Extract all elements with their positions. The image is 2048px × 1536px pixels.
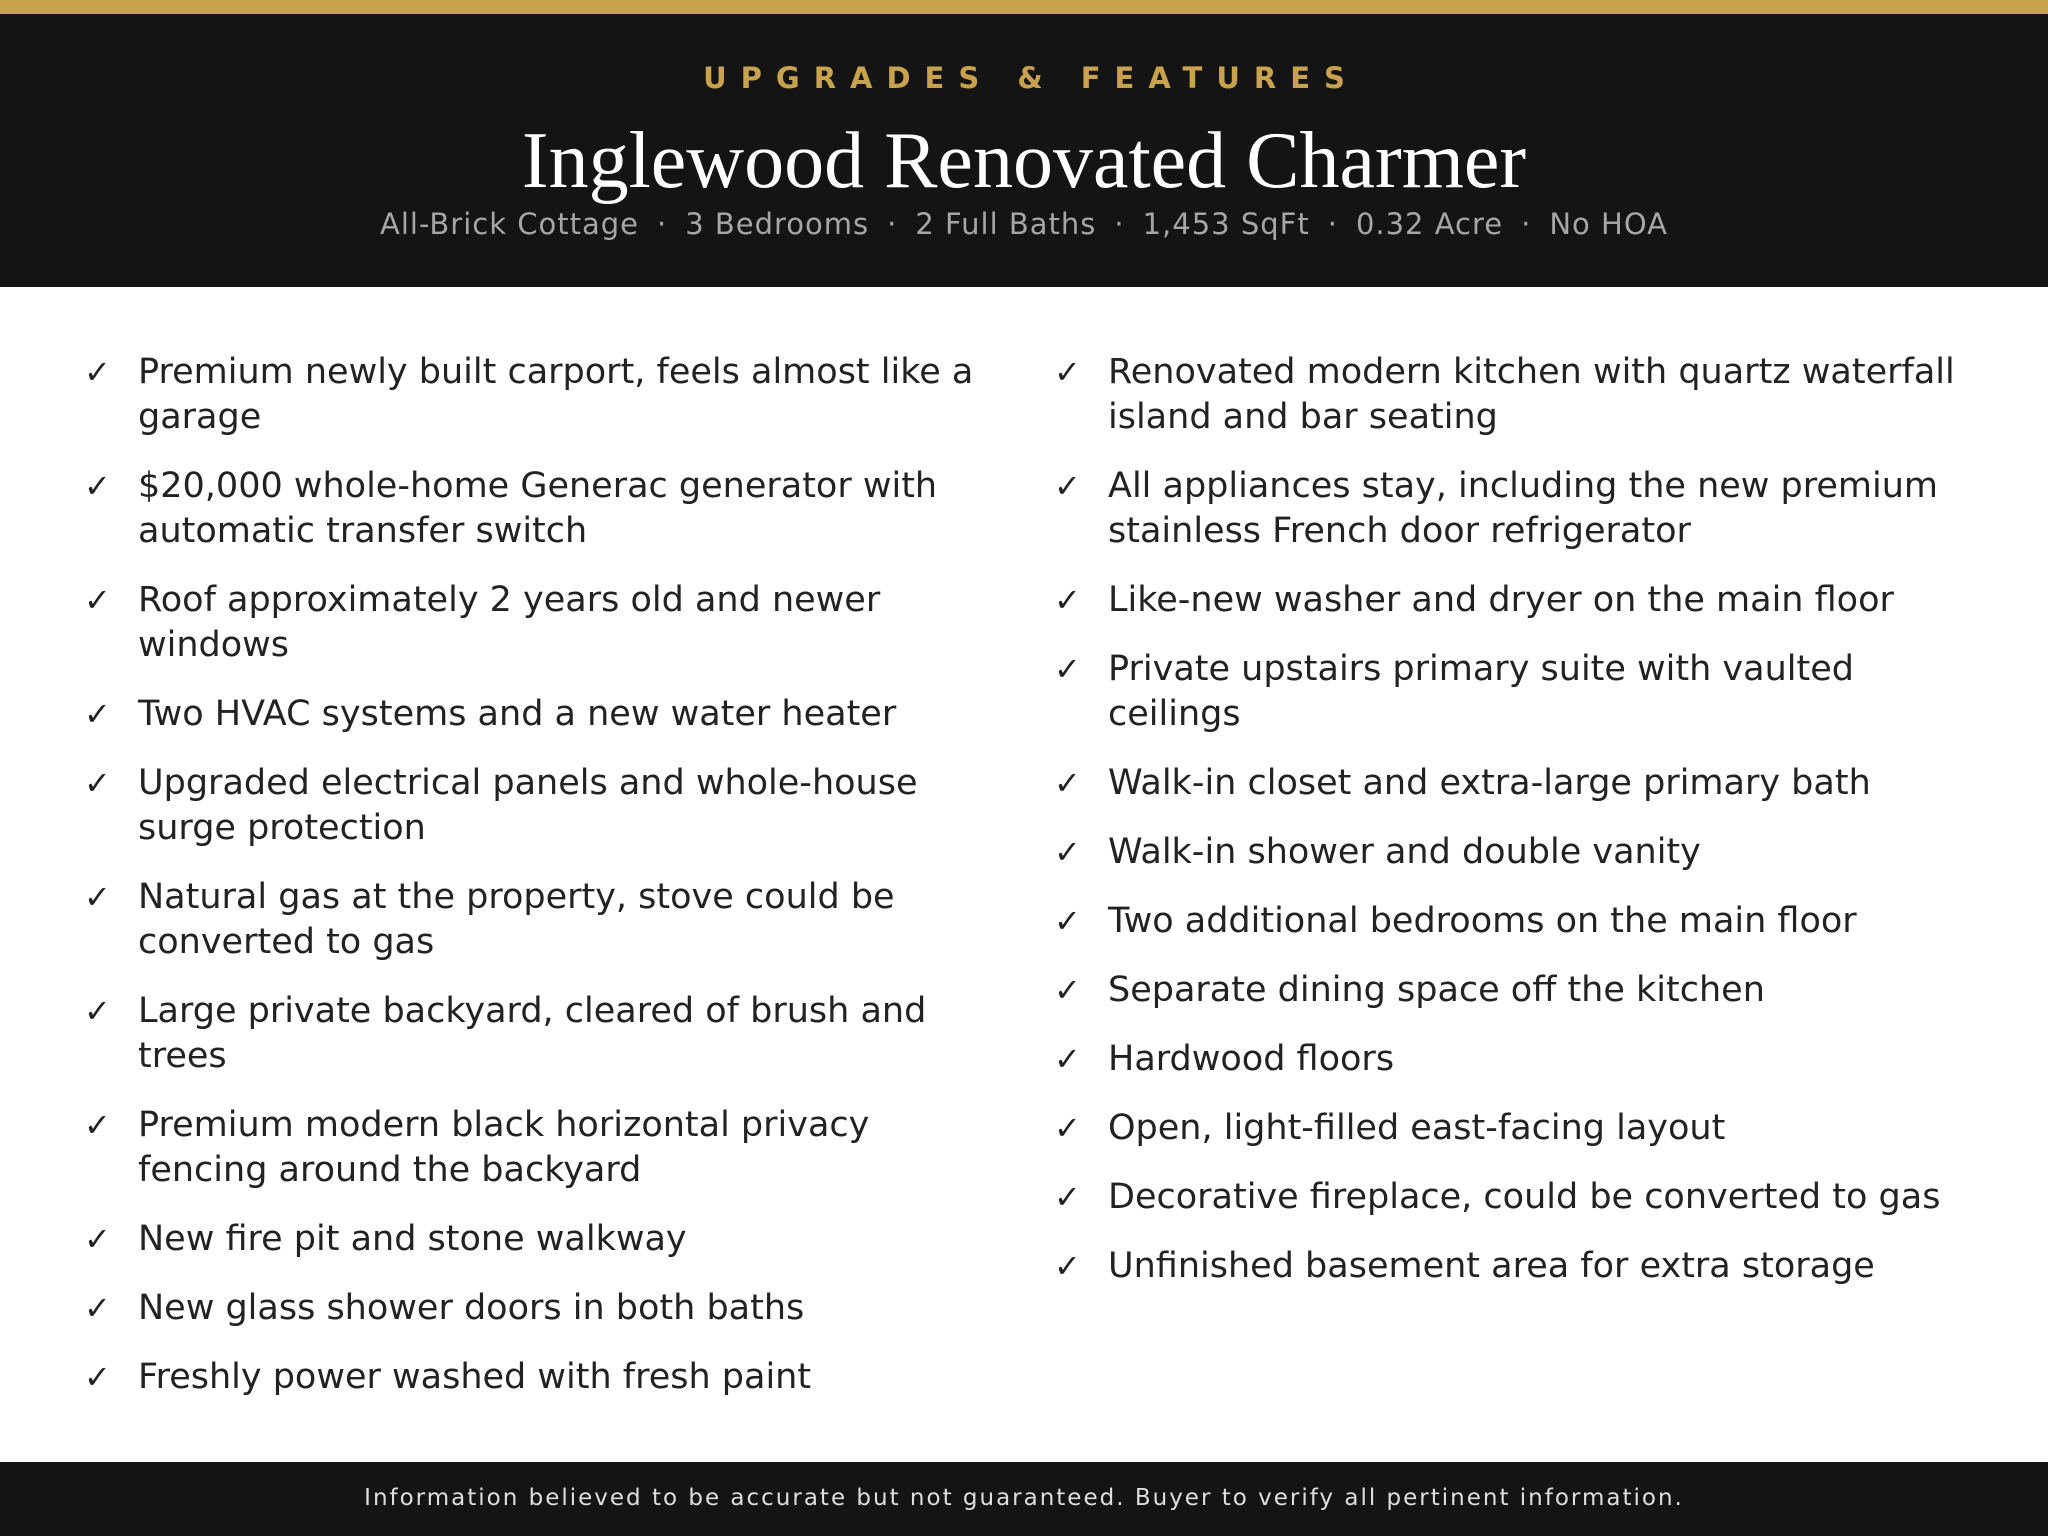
check-icon: ✓ [1054,353,1081,391]
property-specs [0,204,2048,244]
feature-text: Two HVAC systems and a new water heater [138,694,897,734]
check-icon: ✓ [1054,1040,1081,1078]
feature-item [1054,578,1974,623]
spec-separator: · [887,207,898,241]
disclaimer-text: Information believed to be accurate but not guaranteed. Buyer to verify all pertinent information. [364,1485,1684,1511]
feature-text: Like-new washer and dryer on the main floor [1108,580,1894,620]
spec-item: 3 Bedrooms [685,207,870,241]
feature-text: Unfinished basement area for extra storage [1108,1246,1875,1286]
check-icon: ✓ [84,1106,111,1144]
feature-item [84,464,984,554]
check-icon: ✓ [84,1220,111,1258]
feature-text: Roof approximately 2 years old and newer windows [138,580,881,665]
spec-item: 2 Full Baths [915,207,1097,241]
feature-item [84,1286,984,1331]
page-title: Inglewood Renovated Charmer [521,117,1527,205]
check-icon: ✓ [84,992,111,1030]
feature-item [84,875,984,965]
check-icon: ✓ [84,878,111,916]
spec-separator: · [656,207,668,241]
feature-list-right [1054,350,1974,1313]
feature-item [1054,968,1974,1013]
feature-text: Large private backyard, cleared of brush and trees [138,991,927,1076]
spec-item: All-Brick Cottage [380,207,639,241]
check-icon: ✓ [84,353,111,391]
feature-text: Natural gas at the property, stove could be converted to gas [138,877,895,962]
check-icon: ✓ [84,1358,111,1396]
feature-text: Hardwood floors [1108,1039,1395,1079]
feature-item [1054,1175,1974,1220]
spec-item: No HOA [1549,207,1668,241]
spec-separator: · [1327,207,1338,241]
spec-item: 0.32 Acre [1355,207,1504,241]
feature-item [84,989,984,1079]
check-icon: ✓ [84,467,111,505]
feature-item [84,350,984,440]
feature-item [1054,1106,1974,1151]
check-icon: ✓ [84,581,111,619]
check-icon: ✓ [84,764,111,802]
spec-separator: · [1114,207,1125,241]
top-accent-bar [0,0,2048,14]
feature-item [84,578,984,668]
feature-text: Walk-in closet and extra-large primary bath [1108,763,1871,803]
feature-text: Open, light-filled east-facing layout [1108,1108,1726,1148]
feature-item [1054,1244,1974,1289]
feature-text: $20,000 whole-home Generac generator with automatic transfer switch [138,466,938,551]
feature-text: Private upstairs primary suite with vaulted ceilings [1108,649,1854,734]
feature-item [1054,830,1974,875]
feature-item [1054,350,1974,440]
feature-text: Renovated modern kitchen with quartz waterfall island and bar seating [1108,352,1955,437]
feature-item [84,692,984,737]
feature-item [1054,647,1974,737]
check-icon: ✓ [1054,902,1081,940]
feature-item [1054,1037,1974,1082]
feature-text: New glass shower doors in both baths [138,1288,805,1328]
feature-text: Freshly power washed with fresh paint [138,1357,812,1397]
feature-item [1054,464,1974,554]
check-icon: ✓ [1054,971,1081,1009]
feature-text: All appliances stay, including the new premium stainless French door refrigerator [1108,466,1939,551]
feature-text: New fire pit and stone walkway [138,1219,687,1259]
section-eyebrow: UPGRADES & FEATURES [703,61,1359,95]
feature-text: Separate dining space off the kitchen [1108,970,1765,1010]
feature-item [84,1355,984,1400]
check-icon: ✓ [1054,581,1081,619]
check-icon: ✓ [1054,764,1081,802]
feature-list-left [84,350,984,1424]
check-icon: ✓ [1054,467,1081,505]
feature-text: Walk-in shower and double vanity [1108,832,1701,872]
check-icon: ✓ [1054,1178,1081,1216]
spec-separator: · [1521,207,1532,241]
footer-bar [0,1462,2048,1536]
feature-text: Premium newly built carport, feels almost like a garage [138,352,974,437]
check-icon: ✓ [84,1289,111,1327]
feature-item [84,1217,984,1262]
feature-item [1054,761,1974,806]
feature-item [84,1103,984,1193]
feature-text: Upgraded electrical panels and whole-house surge protection [138,763,918,848]
check-icon: ✓ [84,695,111,733]
check-icon: ✓ [1054,650,1081,688]
feature-item [1054,899,1974,944]
check-icon: ✓ [1054,1109,1081,1147]
check-icon: ✓ [1054,833,1081,871]
feature-text: Two additional bedrooms on the main floor [1108,901,1857,941]
feature-text: Decorative fireplace, could be converted to gas [1108,1177,1941,1217]
spec-item: 1,453 SqFt [1142,207,1310,241]
header-banner [0,14,2048,287]
check-icon: ✓ [1054,1247,1081,1285]
feature-item [84,761,984,851]
feature-text: Premium modern black horizontal privacy fencing around the backyard [138,1105,870,1190]
